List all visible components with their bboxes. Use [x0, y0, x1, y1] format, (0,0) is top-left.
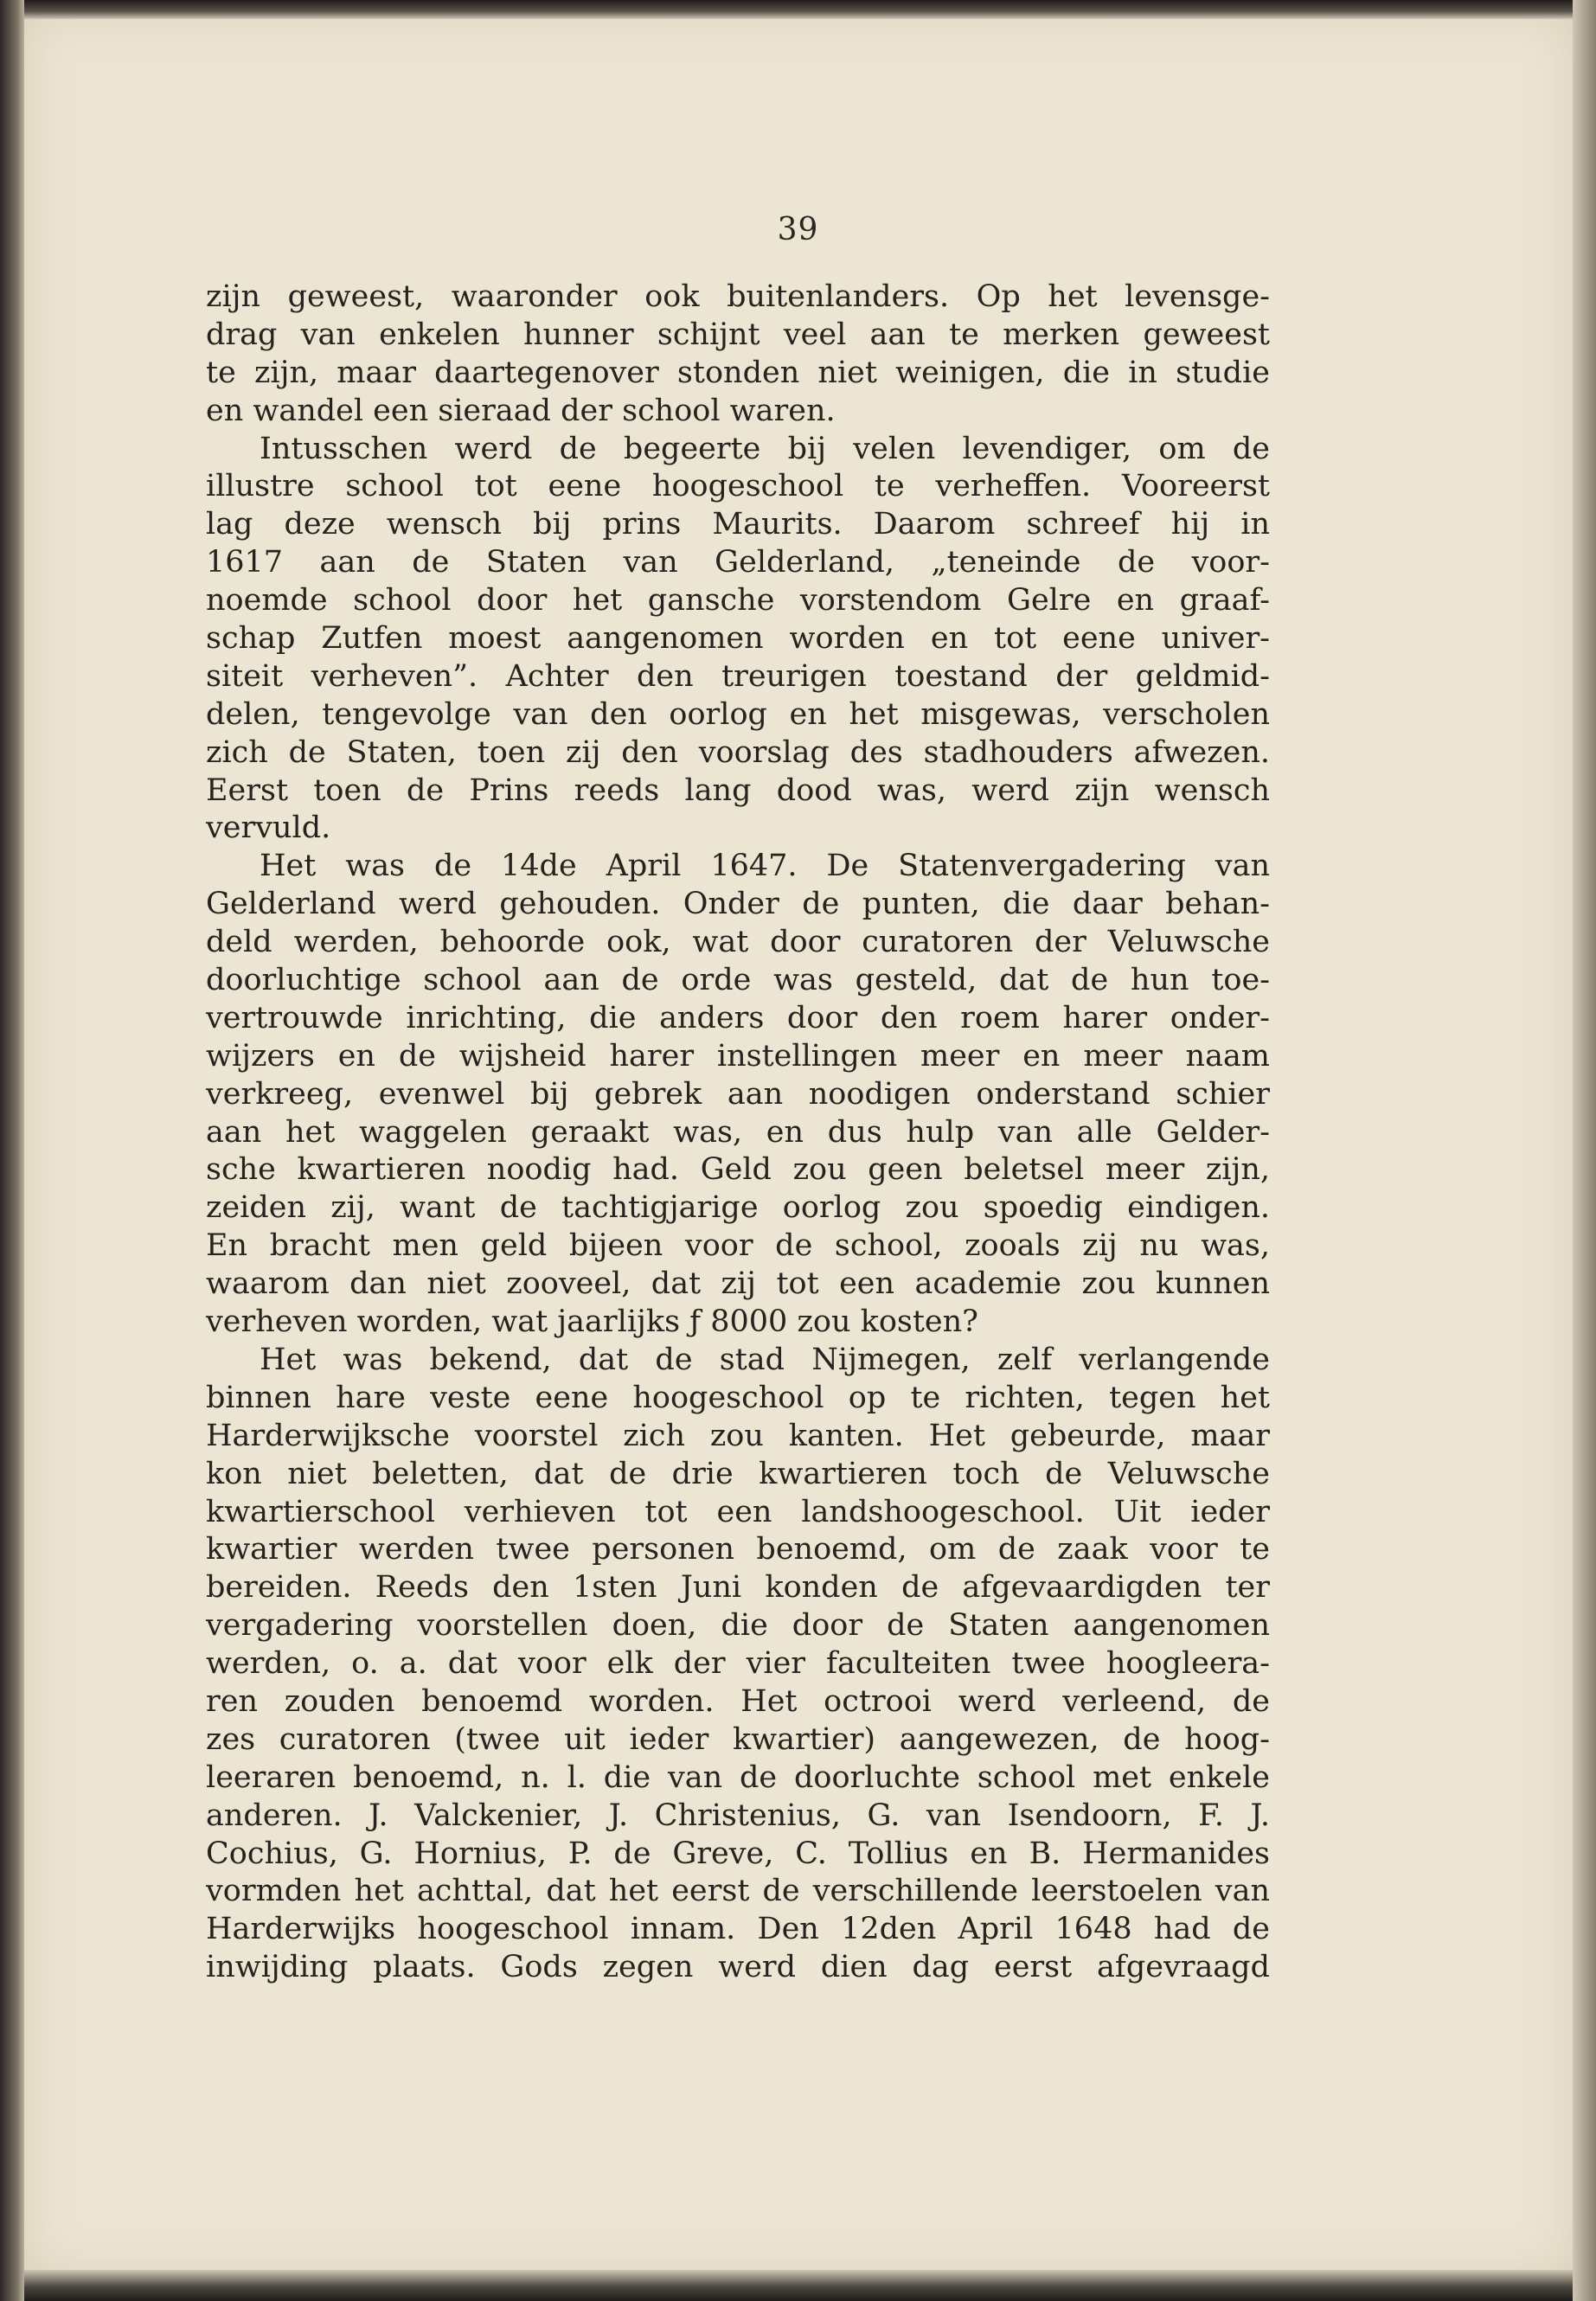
text-line: schap Zutfen moest aangenomen worden en tot eene univer- [206, 621, 1270, 657]
text-line: Gelderland werd gehouden. Onder de punten, die daar behan- [206, 887, 1270, 922]
text-line: Intusschen werd de begeerte bij velen levendiger, om de [260, 431, 1270, 466]
text-line: waarom dan niet zooveel, dat zij tot een academie zou kunnen [206, 1266, 1270, 1302]
text-line: werden, o. a. dat voor elk der vier faculteiten twee hoogleera- [206, 1646, 1270, 1682]
text-line: anderen. J. Valckenier, J. Christenius, G. van Isendoorn, F. J. [206, 1798, 1270, 1833]
text-line: deld werden, behoorde ook, wat door curatoren der Veluwsche [206, 925, 1270, 960]
text-line: drag van enkelen hunner schijnt veel aan te merken geweest [206, 317, 1270, 352]
text-line: doorluchtige school aan de orde was gesteld, dat de hun toe- [206, 963, 1270, 998]
text-line: vormden het achttal, dat het eerst de verschillende leerstoelen van [206, 1874, 1270, 1909]
text-line: verheven worden, wat jaarlijks ƒ 8000 zou kosten? [206, 1304, 978, 1340]
text-line: zes curatoren (twee uit ieder kwartier) aangewezen, de hoog- [206, 1721, 1270, 1757]
text-line: 1617 aan de Staten van Gelderland, „teneinde de voor- [206, 545, 1270, 580]
text-line: Cochius, G. Hornius, P. de Greve, C. Tollius en B. Hermanides [206, 1836, 1270, 1871]
text-line: Eerst toen de Prins reeds lang dood was, werd zijn wensch [206, 772, 1270, 808]
text-line: Het was bekend, dat de stad Nijmegen, zelf verlangende [260, 1342, 1270, 1377]
text-line: lag deze wensch bij prins Maurits. Daarom schreef hij in [206, 507, 1270, 542]
text-line: verkreeg, evenwel bij gebrek aan noodigen onderstand schier [206, 1076, 1270, 1112]
page-number: 39 [777, 212, 819, 247]
text-line: vergadering voorstellen doen, die door de Staten aangenomen [206, 1608, 1270, 1644]
text-line: binnen hare veste eene hoogeschool op te richten, tegen het [206, 1380, 1270, 1415]
scan-edge-right [1573, 0, 1596, 2301]
text-line: siteit verheven”. Achter den treurigen toestand der geldmid- [206, 658, 1270, 694]
scan-edge-top [24, 0, 1596, 19]
text-line: Harderwijks hoogeschool innam. Den 12den April 1648 had de [206, 1912, 1270, 1947]
text-line: vertrouwde inrichting, die anders door den roem harer onder- [206, 1000, 1270, 1035]
text-line: aan het waggelen geraakt was, en dus hulp van alle Gelder- [206, 1114, 1270, 1150]
text-line: zich de Staten, toen zij den voorslag des stadhouders afwezen. [206, 734, 1270, 770]
scan-edge-bottom [24, 2270, 1596, 2301]
text-line: delen, tengevolge van den oorlog en het misgewas, verscholen [206, 696, 1270, 732]
text-line: ren zouden benoemd worden. Het octrooi werd verleend, de [206, 1683, 1270, 1719]
text-line: leeraren benoemd, n. l. die van de doorluchte school met enkele [206, 1759, 1270, 1795]
text-line: sche kwartieren noodig had. Geld zou geen beletsel meer zijn, [206, 1152, 1270, 1188]
text-line: En bracht men geld bijeen voor de school, zooals zij nu was, [206, 1228, 1270, 1264]
text-line: inwijding plaats. Gods zegen werd dien dag eerst afgevraagd [206, 1950, 1270, 1985]
text-line: zijn geweest, waaronder ook buitenlanders. Op het levensge- [206, 279, 1270, 314]
text-line: kwartierschool verhieven tot een landshoogeschool. Uit ieder [206, 1494, 1270, 1529]
text-line: te zijn, maar daartegenover stonden niet weinigen, die in studie [206, 355, 1270, 390]
text-line: illustre school tot eene hoogeschool te verheffen. Vooreerst [206, 469, 1270, 504]
text-line: noemde school door het gansche vorstendom Gelre en graaf- [206, 583, 1270, 619]
text-line: bereiden. Reeds den 1sten Juni konden de afgevaardigden ter [206, 1570, 1270, 1606]
text-line: en wandel een sieraad der school waren. [206, 393, 836, 428]
text-line: zeiden zij, want de tachtigjarige oorlog zou spoedig eindigen. [206, 1190, 1270, 1226]
text-line: Harderwijksche voorstel zich zou kanten. Het gebeurde, maar [206, 1418, 1270, 1453]
text-line: vervuld. [206, 811, 331, 846]
body-text [206, 279, 1270, 1987]
scan-edge-left [0, 0, 24, 2301]
text-line: kwartier werden twee personen benoemd, om de zaak voor te [206, 1532, 1270, 1567]
text-line: kon niet beletten, dat de drie kwartieren toch de Veluwsche [206, 1456, 1270, 1491]
text-line: wijzers en de wijsheid harer instellingen meer en meer naam [206, 1038, 1270, 1074]
text-line: Het was de 14de April 1647. De Statenvergadering van [260, 849, 1270, 884]
